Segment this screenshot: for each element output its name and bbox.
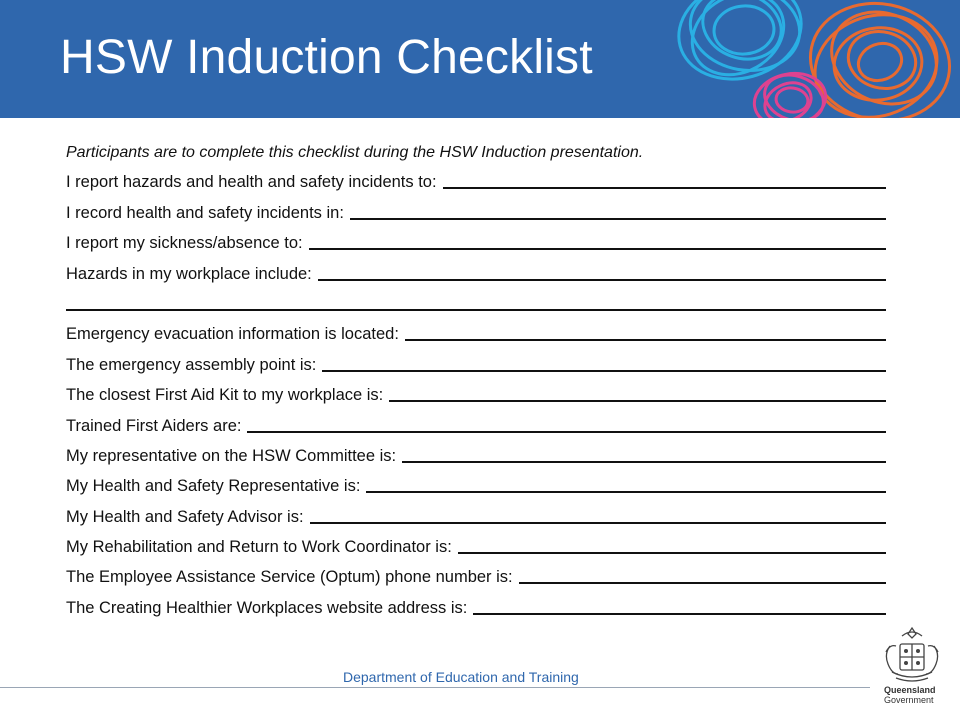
checklist-label: The Employee Assistance Service (Optum) phone number is: [66,568,513,587]
checklist-row [66,468,886,498]
checklist-label: Trained First Aiders are: [66,416,242,435]
checklist-label: Hazards in my workplace include: [66,264,312,283]
footer-department: Department of Education and Training [343,669,579,685]
answer-blank-line [389,400,886,402]
checklist-row [66,316,886,346]
checklist-label: My Health and Safety Advisor is: [66,507,304,526]
checklist-row [66,559,886,589]
checklist-row [66,438,886,468]
answer-blank-line [66,309,886,311]
answer-blank-line [247,431,886,433]
checklist-row [66,255,886,285]
checklist-row [66,377,886,407]
checklist-label: Emergency evacuation information is located: [66,325,399,344]
checklist-row [66,225,886,255]
header-banner [0,0,960,118]
checklist-row [66,286,886,316]
answer-blank-line [322,370,886,372]
checklist-row [66,589,886,619]
page-title: HSW Induction Checklist [60,31,593,84]
checklist-label: I report my sickness/absence to: [66,234,303,253]
answer-blank-line [318,279,886,281]
checklist-label: My Rehabilitation and Return to Work Coordinator is: [66,538,452,557]
checklist-label: I report hazards and health and safety incidents to: [66,173,437,192]
checklist-row [66,407,886,437]
answer-blank-line [310,522,886,524]
checklist [66,142,886,620]
checklist-label: The Creating Healthier Workplaces website address is: [66,598,468,617]
answer-blank-line [519,582,886,584]
checklist-row [66,194,886,224]
checklist-label: I record health and safety incidents in: [66,203,344,222]
answer-blank-line [366,491,886,493]
answer-blank-line [350,218,886,220]
checklist-row [66,529,886,559]
checklist-label: My representative on the HSW Committee is: [66,446,397,465]
answer-blank-line [405,339,886,341]
checklist-row [66,164,886,194]
checklist-label: The emergency assembly point is: [66,355,317,374]
checklist-row [66,346,886,376]
answer-blank-line [443,187,886,189]
logo-line-1: Queensland [884,685,936,695]
footer-divider [0,687,870,688]
checklist-row [66,498,886,528]
logo-line-2: Government [884,695,934,705]
answer-blank-line [458,552,886,554]
queensland-government-logo-text [884,685,936,705]
checklist-label: My Health and Safety Representative is: [66,477,361,496]
answer-blank-line [473,613,886,615]
checklist-label: The closest First Aid Kit to my workplace is: [66,386,384,405]
answer-blank-line [402,461,886,463]
intro-text: Participants are to complete this checklist during the HSW Induction presentation. [66,144,644,161]
cyan-scribble [668,0,813,92]
answer-blank-line [309,248,886,250]
